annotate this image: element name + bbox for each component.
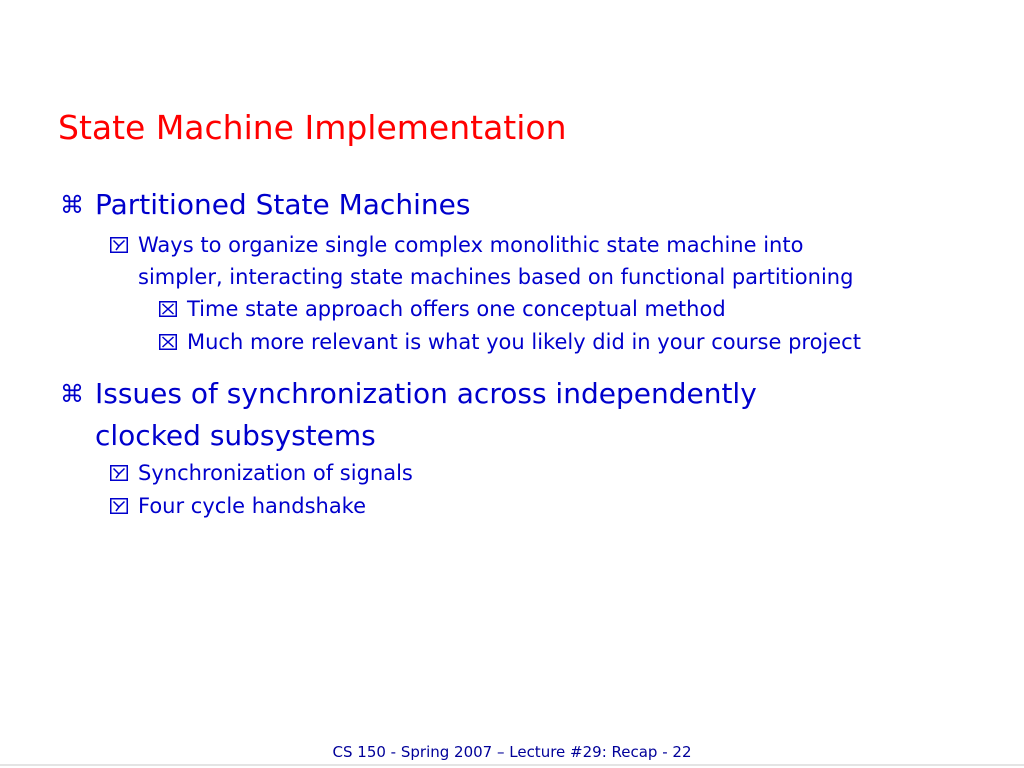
sub-sub-bullet-text: Time state approach offers one conceptual method [187,297,726,321]
checkbox-y-bullet-icon [108,457,138,489]
sub-sub-bullet-text: Much more relevant is what you likely did in your course project [187,330,861,354]
bullet-line-1: Issues of synchronization across independently [95,377,757,410]
checkbox-y-bullet-icon [108,229,138,261]
sub-bullet-line-1: Ways to organize single complex monolithic state machine into [138,233,804,257]
sub-bullet-four-cycle-handshake [108,490,366,522]
sub-bullet-ways-to-organize [108,229,853,293]
command-bullet-icon: ⌘ [60,191,84,219]
command-bullet-icon: ⌘ [60,380,84,408]
bullet-text [95,373,757,457]
checkbox-x-bullet-icon [157,293,187,325]
bullet-text: Partitioned State Machines [95,188,471,221]
checkbox-y-bullet-icon [108,490,138,522]
bullet-issues-of-synchronization [60,373,757,457]
sub-sub-bullet-course-project [157,326,861,358]
sub-bullet-text: Four cycle handshake [138,494,367,518]
sub-bullet-synchronization-of-signals [108,457,413,489]
sub-bullet-line-2: simpler, interacting state machines based on functional partitioning [138,265,854,289]
bullet-partitioned-state-machines [60,184,470,226]
footer-divider [0,764,1024,766]
slide-footer: CS 150 - Spring 2007 – Lecture #29: Recap - 22 [332,743,692,761]
sub-bullet-text [138,229,853,293]
checkbox-x-bullet-icon [157,326,187,358]
sub-sub-bullet-time-state [157,293,726,325]
bullet-line-2: clocked subsystems [95,419,376,452]
slide-title: State Machine Implementation [58,108,567,147]
sub-bullet-text: Synchronization of signals [138,461,413,485]
